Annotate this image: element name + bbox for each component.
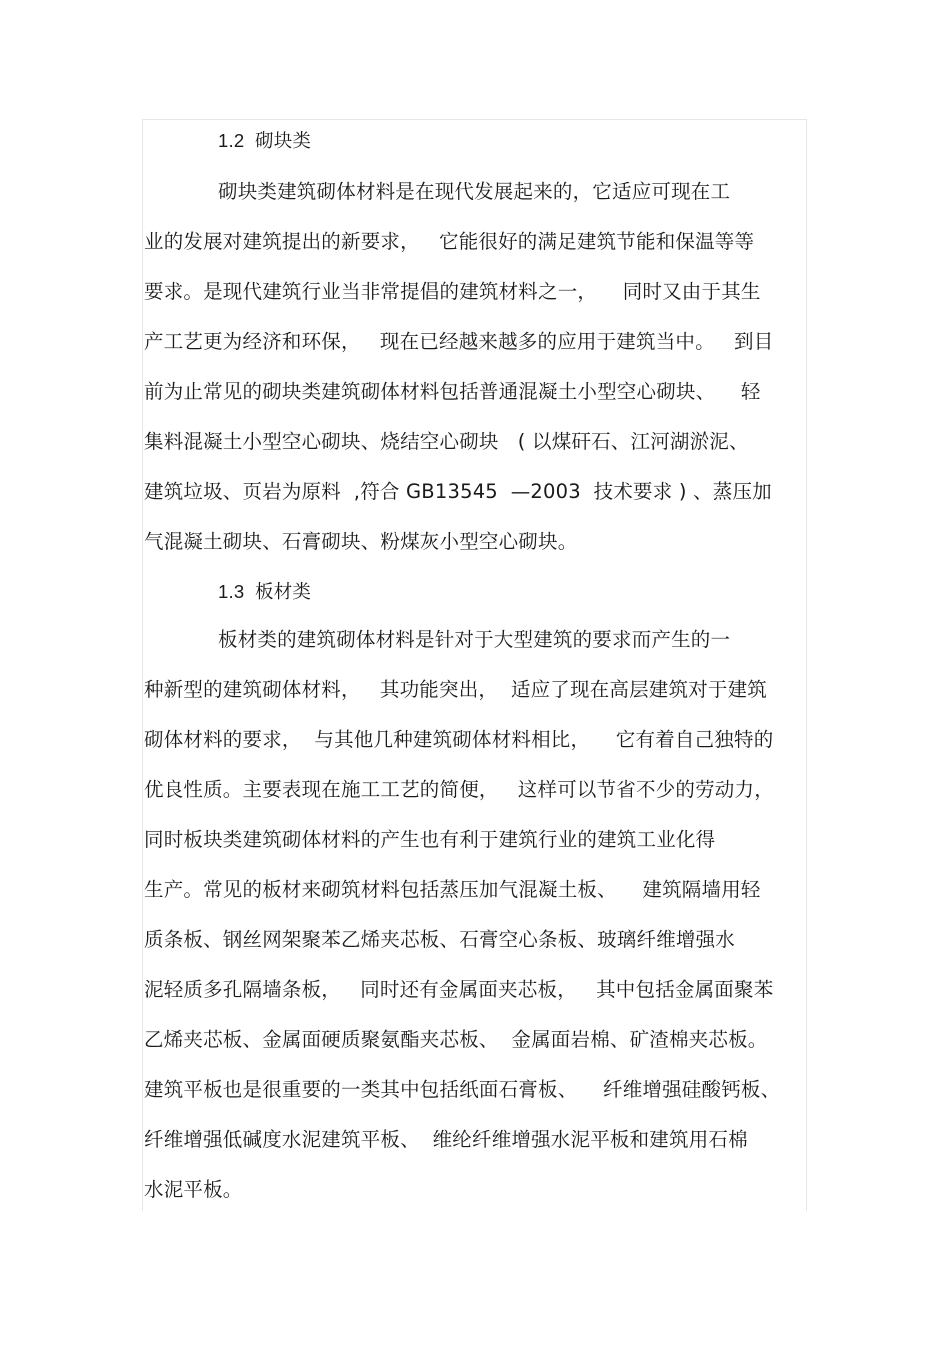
paragraph-line: 同时板块类建筑砌体材料的产生也有利于建筑行业的建筑工业化得 — [144, 828, 716, 851]
paragraph-line: 水泥平板。 — [144, 1178, 243, 1201]
paragraph-line: 优良性质。主要表现在施工工艺的简便， 这样可以节省不少的劳动力， — [144, 778, 774, 801]
paragraph-line: 种新型的建筑砌体材料， 其功能突出， 适应了现在高层建筑对于建筑 — [144, 678, 767, 701]
paragraph-line: 乙烯夹芯板、金属面硬质聚氨酯夹芯板、 金属面岩棉、矿渣棉夹芯板。 — [144, 1028, 768, 1051]
paragraph-line: 产工艺更为经济和环保， 现在已经越来越多的应用于建筑当中。 到目 — [144, 330, 774, 353]
paragraph-line: 建筑垃圾、页岩为原料 ,符合 GB13545 —2003 技术要求 ) 、蒸压加 — [144, 480, 772, 503]
paragraph-line: 前为止常见的砌块类建筑砌体材料包括普通混凝土小型空心砌块、 轻 — [144, 380, 761, 403]
paragraph-line: 集料混凝土小型空心砌块、烧结空心砌块 ( 以煤矸石、江河湖淤泥、 — [144, 430, 749, 453]
paragraph-line: 业的发展对建筑提出的新要求， 它能很好的满足建筑节能和保温等等 — [144, 230, 755, 253]
paragraph-line: 砌体材料的要求， 与其他几种建筑砌体材料相比， 它有着自己独特的 — [144, 728, 774, 751]
paragraph-line: 气混凝土砌块、石膏砌块、粉煤灰小型空心砌块。 — [144, 530, 578, 553]
paragraph-line: 纤维增强低碱度水泥建筑平板、 维纶纤维增强水泥平板和建筑用石棉 — [144, 1128, 748, 1151]
paragraph-line: 建筑平板也是很重要的一类其中包括纸面石膏板、 纤维增强硅酸钙板、 — [144, 1078, 781, 1101]
paragraph-line: 泥轻质多孔隔墙条板， 同时还有金属面夹芯板， 其中包括金属面聚苯 — [144, 978, 774, 1001]
section-heading-1-3: 1.3 板材类 — [218, 581, 312, 602]
section-heading-1-2: 1.2 砌块类 — [218, 130, 312, 151]
paragraph-line: 要求。是现代建筑行业当非常提倡的建筑材料之一， 同时又由于其生 — [144, 280, 761, 303]
paragraph-line: 板材类的建筑砌体材料是针对于大型建筑的要求而产生的一 — [218, 628, 731, 651]
paragraph-line: 生产。常见的板材来砌筑材料包括蒸压加气混凝土板、 建筑隔墙用轻 — [144, 878, 761, 901]
paragraph-line: 质条板、钢丝网架聚苯乙烯夹芯板、石膏空心条板、玻璃纤维增强水 — [144, 928, 736, 951]
paragraph-line: 砌块类建筑砌体材料是在现代发展起来的，它适应可现在工 — [218, 180, 731, 203]
